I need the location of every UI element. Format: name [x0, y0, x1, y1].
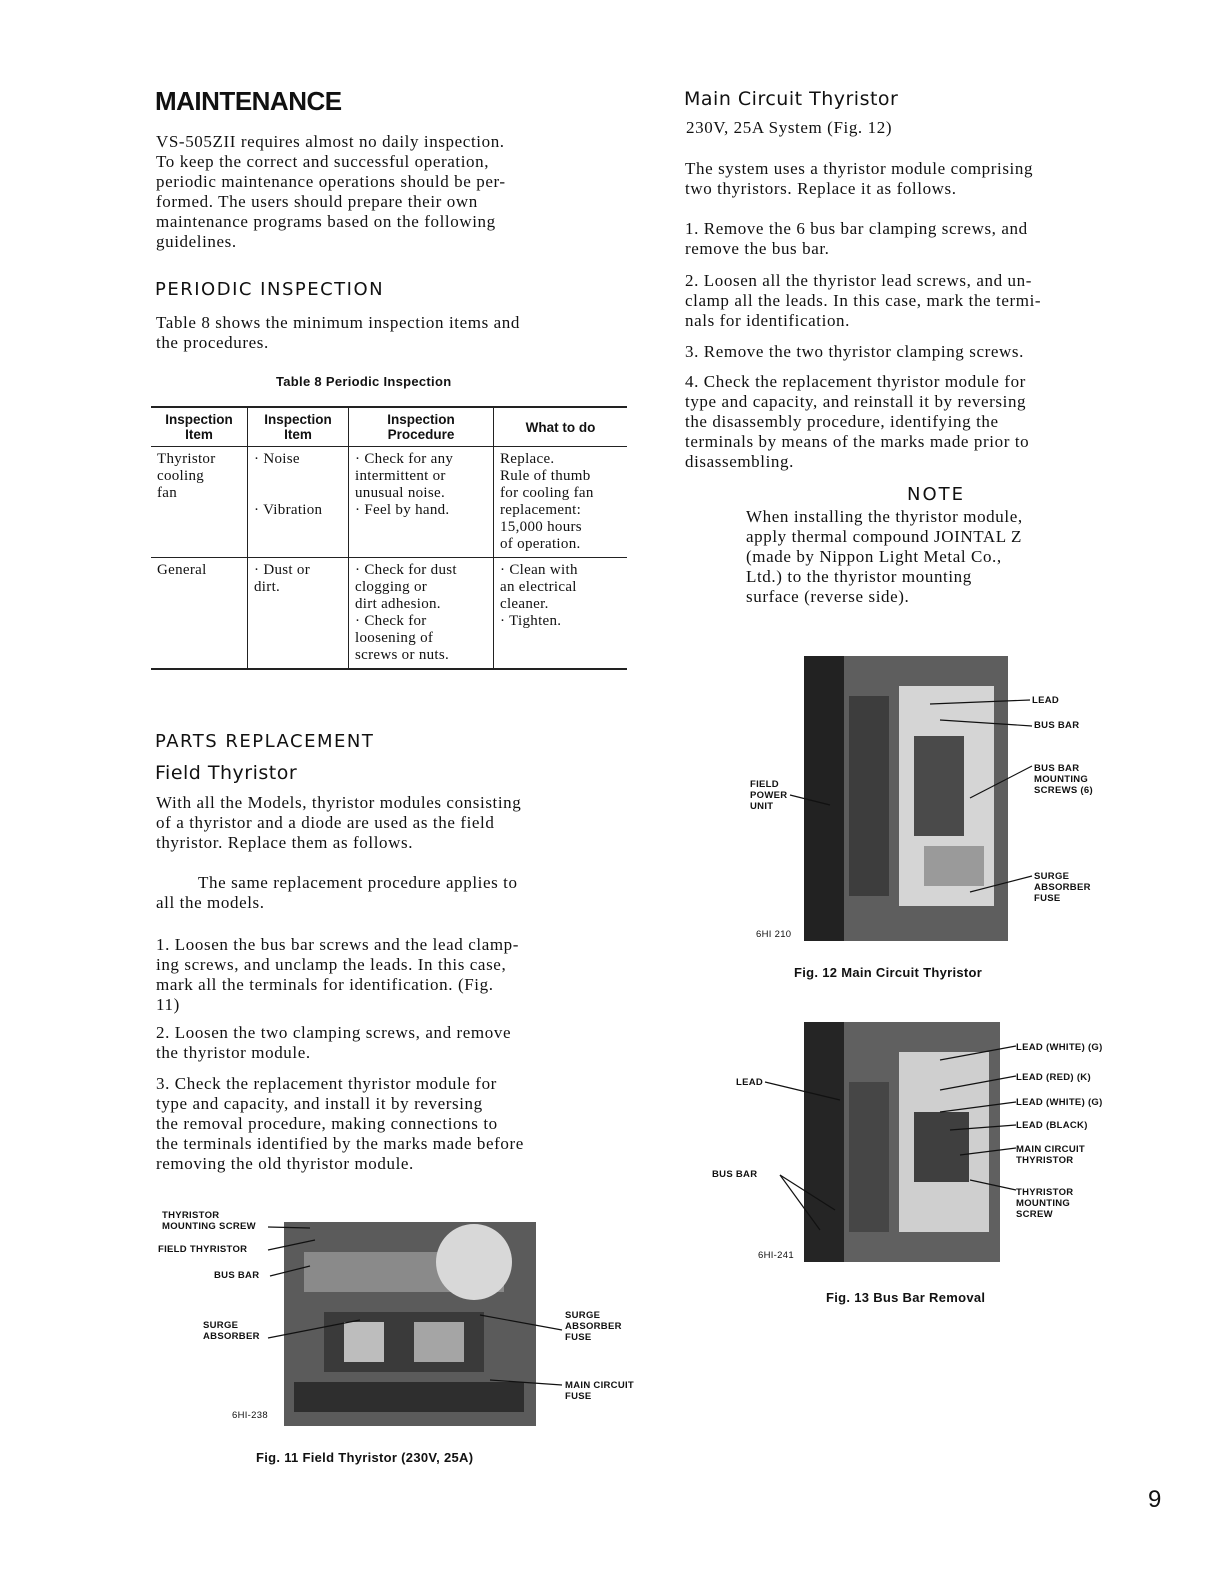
fig13-label-bus-bar: BUS BAR	[712, 1169, 758, 1180]
fig12-label-bus-bar: BUS BAR	[1034, 720, 1080, 731]
fig13-caption: Fig. 13 Bus Bar Removal	[826, 1290, 986, 1305]
fig12-label-surge-fuse: SURGE ABSORBER FUSE	[1034, 871, 1091, 904]
main-step-1: 1. Remove the 6 bus bar clamping screws, and remove the bus bar.	[685, 219, 1028, 258]
note-text: When installing the thyristor module, apply thermal compound JOINTAL Z (made by Nippon Light Metal Co., Ltd.) to the thyristor mounting surface (reverse side).	[746, 507, 1023, 606]
table-header-cell: Inspection Procedure	[349, 407, 494, 447]
main-step-4: 4. Check the replacement thyristor module for type and capacity, and reinstall it by reversing the disassembly procedure, identifying the terminals by means of the marks made prior to disassembling.	[685, 372, 1030, 471]
fig13-label-lead: LEAD	[736, 1077, 764, 1088]
table-cell: · Check for any intermittent or unusual noise. · Feel by hand.	[349, 447, 494, 558]
page-number: 9	[1148, 1486, 1162, 1513]
intro-paragraph: VS-505ZII requires almost no daily inspection. To keep the correct and successful operation, periodic maintenance operations should be per- formed. The users should prepare their own maintenance programs based on the following guidelines.	[156, 132, 506, 251]
fig11-label-mount-screw: THYRISTOR MOUNTING SCREW	[162, 1210, 256, 1232]
table-cell: · Dust or dirt.	[248, 558, 349, 670]
fig11-caption: Fig. 11 Field Thyristor (230V, 25A)	[256, 1450, 474, 1465]
periodic-inspection-text: Table 8 shows the minimum inspection items and the procedures.	[156, 313, 521, 352]
table-cell: Replace. Rule of thumb for cooling fan replacement: 15,000 hours of operation.	[494, 447, 628, 558]
table-cell: Thyristor cooling fan	[157, 451, 216, 501]
periodic-inspection-table	[151, 406, 627, 670]
main-step-3: 3. Remove the two thyristor clamping screws.	[685, 342, 1024, 361]
field-step-3: 3. Check the replacement thyristor module for type and capacity, and install it by reversing the removal procedure, making connections to the terminals identified by the marks made before removing the old thyristor module.	[156, 1074, 524, 1173]
fig13-label-thyristor-screw: THYRISTOR MOUNTING SCREW	[1016, 1187, 1074, 1220]
main-thyristor-heading: Main Circuit Thyristor	[684, 88, 899, 110]
same-procedure-text: The same replacement procedure applies to all the models.	[156, 873, 518, 912]
fig11-label-bus-bar: BUS BAR	[214, 1270, 260, 1281]
fig13-leader-lines	[740, 1030, 1040, 1270]
main-thyristor-text: The system uses a thyristor module comprising two thyristors. Replace it as follows.	[685, 159, 1034, 198]
field-step-1: 1. Loosen the bus bar screws and the lead clamp- ing screws, and unclamp the leads. In this case, mark all the terminals for identification. (Fig. 11)	[156, 935, 520, 1014]
fig13-label-lead-white-g2: LEAD (WHITE) (G)	[1016, 1097, 1103, 1108]
fig12-label-bus-bar-screws: BUS BAR MOUNTING SCREWS (6)	[1034, 763, 1093, 796]
fig13-label-lead-black: LEAD (BLACK)	[1016, 1120, 1088, 1131]
main-thyristor-subheading: 230V, 25A System (Fig. 12)	[686, 118, 893, 137]
fig13-label-lead-white-g1: LEAD (WHITE) (G)	[1016, 1042, 1103, 1053]
note-title: NOTE	[907, 484, 966, 505]
fig12-caption: Fig. 12 Main Circuit Thyristor	[794, 965, 983, 980]
fig11-code: 6HI-238	[232, 1410, 268, 1421]
fig13-code: 6HI-241	[758, 1250, 794, 1261]
table-caption: Table 8 Periodic Inspection	[276, 374, 452, 389]
fig11-label-main-fuse: MAIN CIRCUIT FUSE	[565, 1380, 635, 1402]
table-row	[151, 447, 627, 558]
fig13-label-main-thyristor: MAIN CIRCUIT THYRISTOR	[1016, 1144, 1086, 1166]
field-thyristor-text: With all the Models, thyristor modules consisting of a thyristor and a diode are used as the field thyristor. Replace them as follows.	[156, 793, 522, 852]
table-header-cell: Inspection Item	[165, 412, 233, 442]
table-cell: · Clean with an electrical cleaner. · Tighten.	[494, 558, 628, 670]
table-header-row	[151, 407, 627, 447]
fig12-code: 6HI 210	[756, 929, 792, 940]
parts-replacement-heading: PARTS REPLACEMENT	[155, 731, 375, 752]
page-title: MAINTENANCE	[155, 86, 342, 116]
fig11-label-surge-absorber: SURGE ABSORBER	[203, 1320, 260, 1342]
periodic-inspection-heading: PERIODIC INSPECTION	[155, 279, 385, 300]
field-step-2: 2. Loosen the two clamping screws, and remove the thyristor module.	[156, 1023, 512, 1062]
table-cell: General	[157, 562, 207, 578]
table-row	[151, 558, 627, 670]
fig13-label-lead-red-k: LEAD (RED) (K)	[1016, 1072, 1091, 1083]
table-cell: · Noise · Vibration	[248, 447, 349, 558]
fig11-label-field-thyristor: FIELD THYRISTOR	[158, 1244, 248, 1255]
fig12-label-lead: LEAD	[1032, 695, 1060, 706]
table-header-cell: Inspection Item	[248, 407, 349, 447]
fig11-label-surge-fuse: SURGE ABSORBER FUSE	[565, 1310, 622, 1343]
field-thyristor-heading: Field Thyristor	[155, 762, 298, 784]
table-header-cell: What to do	[494, 407, 628, 447]
main-step-2: 2. Loosen all the thyristor lead screws, and un- clamp all the leads. In this case, mark the termi- nals for identification.	[685, 271, 1042, 330]
fig12-label-field-power: FIELD POWER UNIT	[750, 779, 788, 812]
table-cell: · Check for dust clogging or dirt adhesion. · Check for loosening of screws or nuts.	[349, 558, 494, 670]
